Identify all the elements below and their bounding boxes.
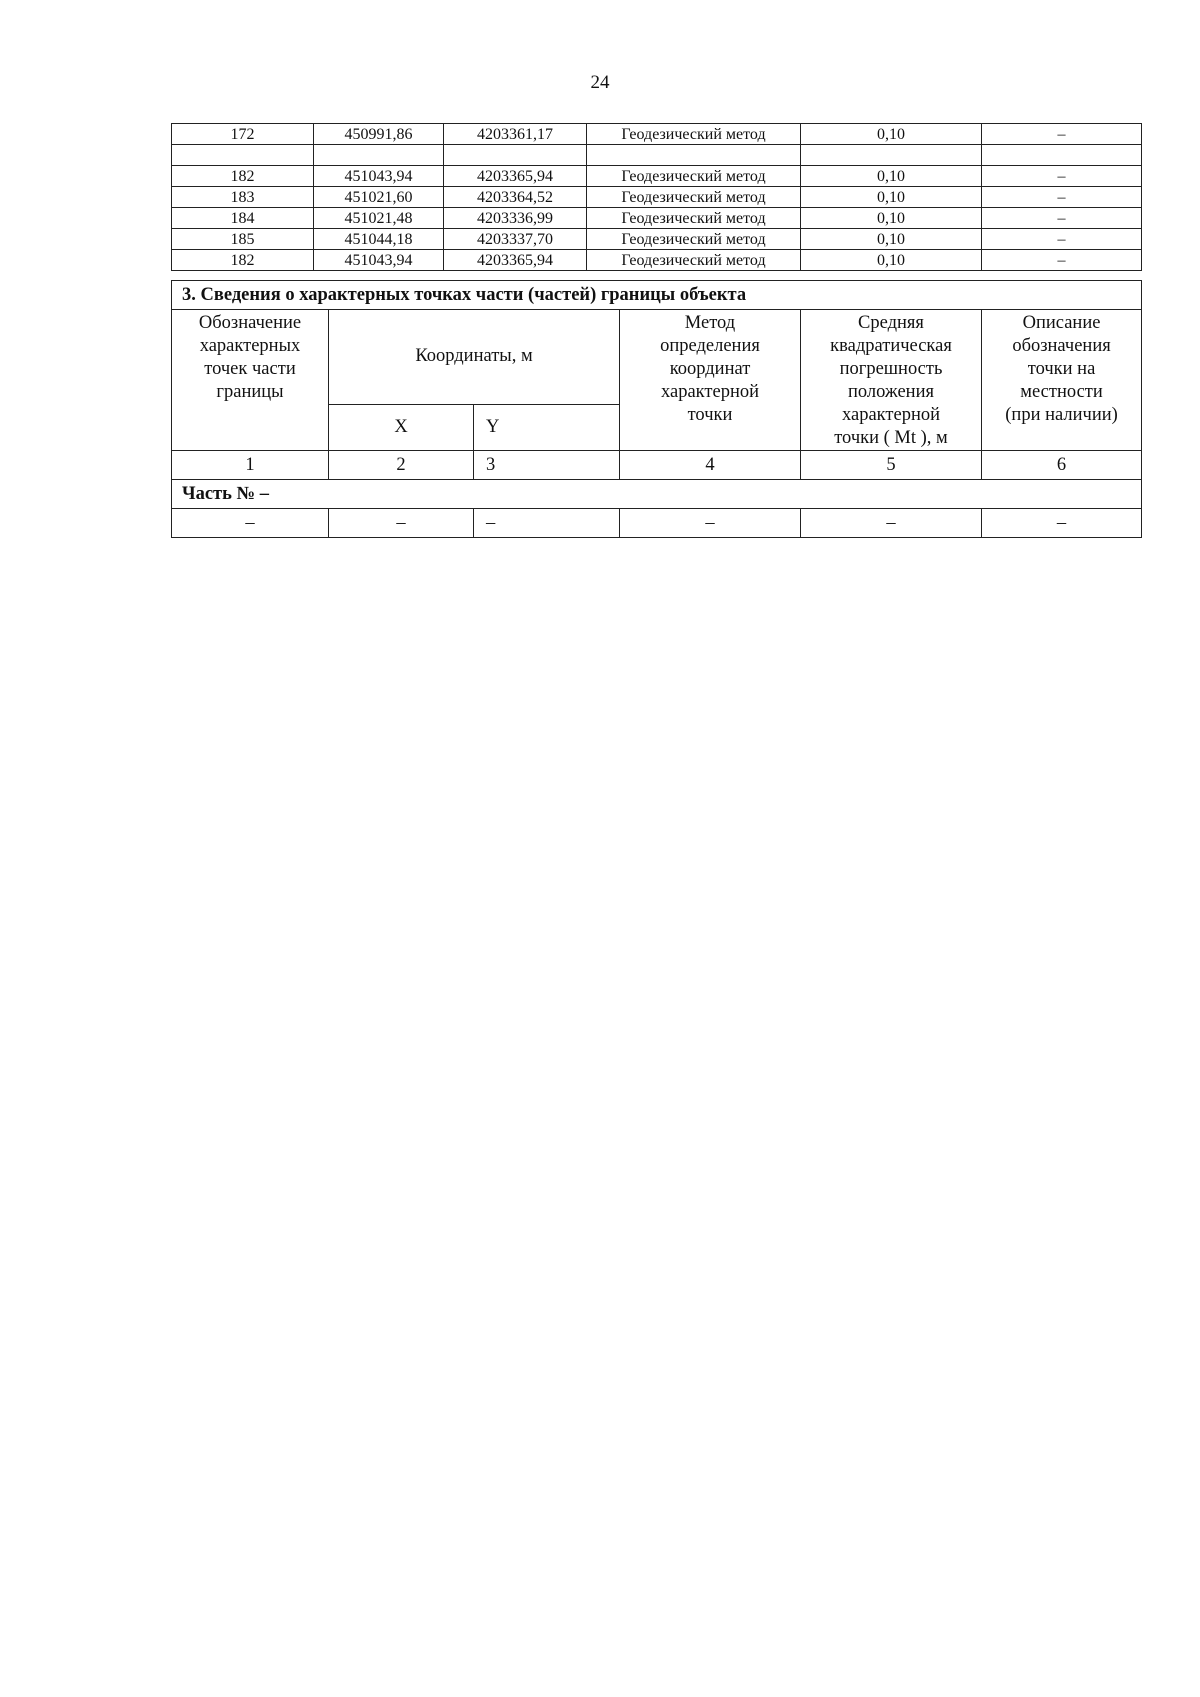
table-cell: Геодезический метод [587,124,801,145]
table-row [172,166,1142,187]
table-cell: 0,10 [801,208,982,229]
table-cell: – [172,509,329,538]
table-row [172,124,1142,145]
table-cell: 4203364,52 [444,187,587,208]
header-coordinates: Координаты, м [329,310,620,405]
header-line: Описание [1022,313,1101,333]
table-cell: – [982,509,1142,538]
table-cell [172,145,314,166]
header-line: точки на [1027,359,1096,379]
header-line: границы [216,382,284,402]
table-row [172,229,1142,250]
table-cell: – [982,208,1142,229]
table-cell: – [982,124,1142,145]
table-cell: 450991,86 [314,124,444,145]
header-line: обозначения [1012,336,1111,356]
table-cell: Геодезический метод [587,187,801,208]
table-cell [444,145,587,166]
header-line: характерной [660,382,760,402]
header-y: Y [474,404,620,450]
column-number: 3 [474,451,620,480]
header-line: точки [687,405,733,425]
header-description [982,310,1142,451]
header-line: координат [669,359,751,379]
header-x: X [329,404,474,450]
header-line: местности [1020,382,1103,402]
table-cell [314,145,444,166]
table-cell: Геодезический метод [587,229,801,250]
table-cell: 184 [172,208,314,229]
table-cell: – [982,250,1142,271]
header-line: Метод [684,313,736,333]
table-cell: 451021,60 [314,187,444,208]
table-cell: 451043,94 [314,166,444,187]
page-number: 24 [590,72,610,93]
table-cell: 4203337,70 [444,229,587,250]
part-label: Часть № – [172,480,1142,509]
header-line: Средняя [858,313,924,333]
table-cell: – [329,509,474,538]
column-number: 1 [172,451,329,480]
header-line: характерных [199,336,301,356]
column-number: 2 [329,451,474,480]
table-row [172,145,1142,166]
table-cell: 4203336,99 [444,208,587,229]
table-cell: 451043,94 [314,250,444,271]
table-cell: – [982,166,1142,187]
table-cell: 4203361,17 [444,124,587,145]
section3-table [171,280,1142,538]
coordinates-table-continuation [171,123,1142,271]
column-number: 6 [982,451,1142,480]
column-number: 5 [801,451,982,480]
header-line: определения [660,336,760,356]
table-cell: 182 [172,250,314,271]
header-line: Обозначение [198,313,302,333]
table-cell: Геодезический метод [587,250,801,271]
header-line: характерной [841,405,941,425]
table-cell: – [474,509,620,538]
header-line: погрешность [839,359,943,379]
table-cell: 4203365,94 [444,250,587,271]
header-mean-error [801,310,982,451]
table-cell: 183 [172,187,314,208]
table-cell: 451021,48 [314,208,444,229]
header-line: точек части [204,359,296,379]
table-cell: 0,10 [801,250,982,271]
header-line: положения [848,382,934,402]
table-row [172,509,1142,538]
header-line: квадратическая [830,336,952,356]
table-cell: 0,10 [801,166,982,187]
table-cell: – [982,229,1142,250]
table-row [172,187,1142,208]
header-method [620,310,801,451]
table-cell: 0,10 [801,187,982,208]
table-cell: 0,10 [801,229,982,250]
table-cell: 182 [172,166,314,187]
table-cell: – [801,509,982,538]
column-numbers-row [172,451,1142,480]
column-number: 4 [620,451,801,480]
table-row [172,250,1142,271]
table-cell [801,145,982,166]
section3-title: 3. Сведения о характерных точках части (частей) границы объекта [172,281,1142,310]
table-row [172,208,1142,229]
table-cell: Геодезический метод [587,166,801,187]
table-cell [587,145,801,166]
header-line: точки ( Mt ), м [834,428,948,448]
table-cell: 4203365,94 [444,166,587,187]
header-line: (при наличии) [1005,405,1118,425]
table-cell: 0,10 [801,124,982,145]
header-point-designation [172,310,329,451]
table-cell: 451044,18 [314,229,444,250]
table-cell: Геодезический метод [587,208,801,229]
table-cell: 185 [172,229,314,250]
table-cell: – [620,509,801,538]
table-cell: 172 [172,124,314,145]
table-cell [982,145,1142,166]
table-cell: – [982,187,1142,208]
